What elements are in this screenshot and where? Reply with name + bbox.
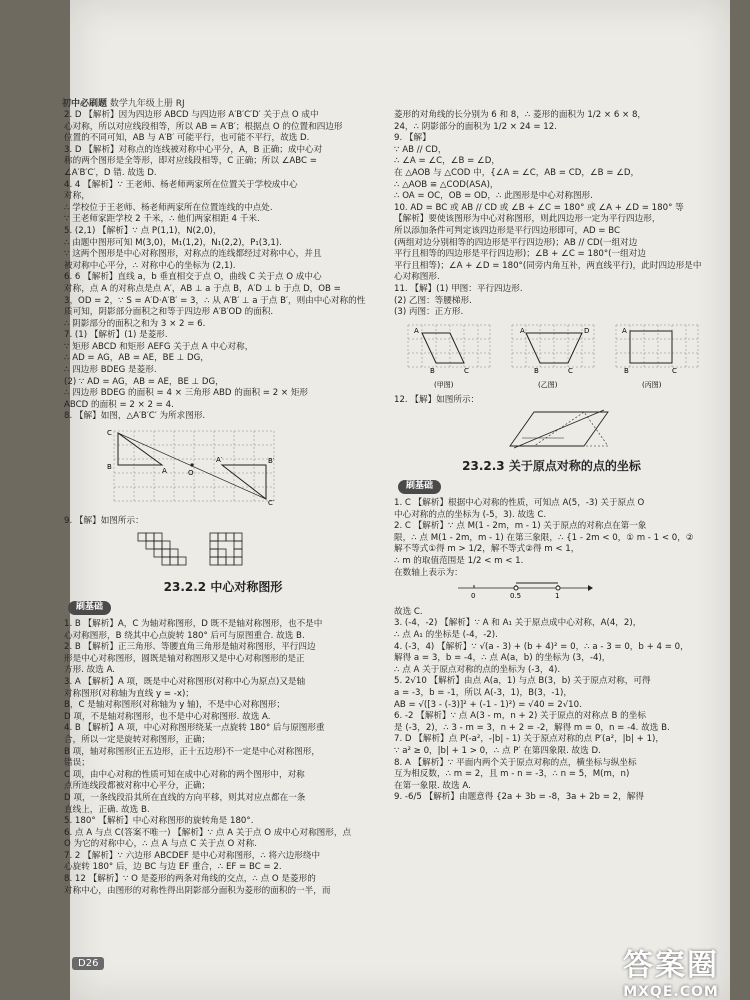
answer-line: ∴ 由题中图形可知 M(3,0)，M₁(1,2)，N₁(2,2)，P₁(3,1). — [64, 237, 282, 248]
section-number-b: 23.2.3 — [462, 458, 505, 473]
answer-line: D 项，一条线段沿其所在直线的方向平移，则其对应点都在一条 — [64, 792, 306, 803]
answer-line: 2. C 【解析】∵ 点 M(1 - 2m，m - 1) 关于原点的对称点在第一象 — [394, 521, 647, 532]
right-column — [394, 110, 709, 804]
answer-line: 对称，点 A 的对称点是点 A′，AB ⊥ a 于点 B，A′D ⊥ b 于点 D，OB = — [64, 283, 341, 294]
answer-line: 8. 【解】如图，△A′B′C′ 为所求图形. — [64, 411, 206, 422]
answer-line: ∴ m 的取值范围是 1/2 < m < 1. — [394, 556, 524, 567]
answer-line: 9. 【解】 — [394, 133, 431, 144]
answer-line: (3) 丙图：正方形. — [394, 307, 464, 318]
figure-12 — [504, 408, 614, 452]
left-answers-b — [64, 619, 382, 897]
answer-line: 菱形的对角线的长分别为 6 和 8，∴ 菱形的面积为 1/2 × 6 × 8， — [394, 110, 647, 120]
nl-zero: 0 — [471, 592, 476, 601]
triangle-figure — [104, 425, 382, 512]
answer-line: 10. AD = BC 或 AB // CD 或 ∠B + ∠C = 180° 或 ∠A + ∠D = 180° 等 — [394, 202, 684, 213]
answer-line: B 项，轴对称图形(正五边形，正十五边形)不一定是中心对称图形， — [64, 746, 320, 757]
jia-label-c: C — [464, 366, 469, 375]
grid-figure-8 — [104, 425, 284, 507]
answer-line: 4. (-3，4) 【解析】∵ √(a - 3) + (b + 4)² = 0，∴ a - 3 = 0，b + 4 = 0， — [394, 641, 689, 652]
answer-line: 2. D 【解析】因为四边形 ABCD 与四边形 A′B′C′D′ 关于点 O 成中 — [64, 110, 319, 120]
answer-line: 位置的不同可知，AB 与 A′B′ 可能平行，也可能不平行，故选 D. — [64, 133, 310, 144]
answer-line: 方形. 故选 A. — [64, 665, 116, 676]
bing-label-b: B — [624, 366, 629, 375]
parallelogram-figure — [504, 408, 709, 457]
page-number: D26 — [72, 957, 104, 970]
answer-line: 【解析】要使该图形为中心对称图形，则此四边形一定为平行四边形， — [394, 214, 661, 225]
answer-line: 2. B 【解析】正三角形、等腰直角三角形是轴对称图形，平行四边 — [64, 642, 316, 653]
label-a: A — [162, 467, 167, 476]
answer-line: ∴ 点 A₁ 的坐标是 (-4，-2). — [394, 630, 498, 640]
answer-line: 称的两个图形是全等形，即对应线段相等，C 正确；所以 ∠ABC = — [64, 156, 317, 167]
answer-line: 对称中心，由图形的对称性得出阴影部分面积为菱形的面积的一半，而 — [64, 885, 331, 896]
caption-yi: (乙图) — [538, 380, 558, 389]
answer-line: ABCD 的面积 = 2 × 2 = 4. — [64, 399, 174, 410]
brand-label: 初中必刷题 — [62, 99, 108, 109]
nl-half: 0.5 — [510, 592, 522, 601]
answer-line: 质可知，阴影部分面积之和等于四边形 A′B′OD 的面积. — [64, 307, 274, 318]
answer-line: 平行且相等的四边形是平行四边形)；∠B + ∠C = 180°(一组对边 — [394, 249, 646, 260]
jia-label-a: A — [414, 326, 419, 335]
figure-jia — [404, 321, 494, 391]
answer-line: 在 △AOB 与 △COD 中，{∠A = ∠C，AB = CD，∠B = ∠D， — [394, 167, 640, 178]
left-column — [64, 110, 382, 897]
section-23-2-3 — [394, 458, 709, 473]
number-line — [454, 580, 594, 600]
answer-line: 形是中心对称图形，圆既是轴对称图形又是中心对称图形的是正 — [64, 653, 305, 664]
answer-line: 在第一象限. 故选 A. — [394, 780, 471, 791]
yi-label-b: B — [534, 366, 539, 375]
section-number: 23.2.2 — [163, 579, 207, 594]
answer-line: 9. -6/5 【解析】由题意得 {2a + 3b = -8，3a + 2b = 2，解得 — [394, 792, 644, 803]
answer-line: 24，∴ 阴影部分的面积为 1/2 × 24 = 12. — [394, 121, 557, 132]
label-o: O — [188, 469, 194, 478]
caption-jia: (甲图) — [434, 380, 454, 389]
answer-line: 7. 2 【解析】∵ 六边形 ABCDEF 是中心对称图形，∴ 将六边形绕中 — [64, 850, 321, 861]
label-b-prime: B′ — [268, 457, 275, 466]
answer-line: (2) ∵ AD = AG，AB = AE，BE ⊥ DG， — [64, 376, 224, 387]
answer-line: 平行且相等)；∠A + ∠D = 180°(同旁内角互补，两直线平行)，此时四边形是中心对称图形. — [394, 260, 702, 283]
answer-line: 3. (-4，-2) 【解析】∵ A 和 A₁ 关于原点成中心对称，A(4，2)， — [394, 618, 642, 629]
answer-line: 对称， — [64, 191, 90, 202]
tile-figures — [134, 529, 382, 578]
answer-line: 7. (1) 【解析】(1) 是菱形. — [64, 330, 168, 341]
caption-bing: (丙图) — [642, 380, 662, 389]
answer-line: 1. C 【解析】根据中心对称的性质，可知点 A(5，-3) 关于原点 O — [394, 498, 645, 509]
answer-line: 8. A 【解析】∵ 平面内两个关于原点对称的点，横坐标与纵坐标 — [394, 757, 637, 768]
answer-line: ∴ 阴影部分的面积之和为 3 × 2 = 6. — [64, 318, 206, 329]
number-line-figure — [454, 580, 709, 605]
answer-line: 6. 点 A 与点 C(答案不唯一) 【解析】∵ 点 A 关于点 O 成中心对称图形，点 — [64, 827, 352, 838]
yi-label-c: C — [568, 366, 573, 375]
figure-yi — [508, 321, 598, 391]
answer-line: 直线上，正确. 故选 B. — [64, 804, 150, 815]
answer-line: D 项，不是轴对称图形，也不是中心对称图形. 故选 A. — [64, 711, 271, 722]
tile-pattern-figure — [134, 529, 294, 573]
answer-line: 在数轴上表示为： — [394, 567, 463, 578]
answer-line: 心对称图形，B 绕其中心点旋转 180° 后可与原图重合. 故选 B. — [64, 630, 305, 641]
answer-line: 5. 2√10 【解析】由点 A(a，1) 与点 B(3，b) 关于原点对称，可得 — [394, 676, 651, 687]
answer-line: 7. D 【解析】点 P(-a²，-|b| - 1) 关于原点对称的点 P′(a²，|b| + 1)， — [394, 734, 664, 745]
answer-line: 8. 12 【解析】∵ O 是菱形的两条对角线的交点，∴ 点 O 是菱形的 — [64, 874, 316, 885]
answer-line: 点所连线段都被对称中心平分，正确； — [64, 781, 211, 792]
jia-label-b: B — [430, 366, 435, 375]
answer-9-left: 9. 【解】如图所示： — [64, 515, 144, 526]
answer-line: 被对称中心平分，∴ 对称中心的坐标为 (2,1). — [64, 260, 236, 271]
answer-line: ∴ 四边形 BDEG 的面积 = 4 × 三角形 ABD 的面积 = 2 × 矩形 — [64, 388, 309, 399]
answer-line: 故选 C. — [394, 606, 423, 617]
label-c-prime: C′ — [268, 499, 275, 508]
answer-line: ∴ AD = AG，AB = AE，BE ⊥ DG， — [64, 353, 209, 364]
edition-label: RJ — [175, 99, 185, 109]
answer-line: 6. -2 【解析】∵ 点 A(3 - m，n + 2) 关于原点的对称点 B 的坐标 — [394, 711, 646, 722]
answer-line: ∵ a² ≥ 0，|b| + 1 > 0，∴ 点 P′ 在第四象限. 故选 D. — [394, 745, 601, 756]
yi-label-d: D — [584, 326, 590, 335]
answer-line: ∴ 四边形 BDEG 是菱形. — [64, 365, 157, 376]
answer-line: 心旋转 180° 后，边 BC 与边 EF 重合，∴ EF = BC = 2. — [64, 862, 282, 873]
answer-line: ∠A′B′C′，D 错. 故选 D. — [64, 167, 157, 178]
practice-badge-b: 刷基础 — [398, 480, 441, 494]
answer-line: C 项，由中心对称的性质可知在成中心对称的两个图形中，对称 — [64, 769, 305, 780]
answer-line: B，C 是轴对称图形(对称轴为 y 轴)，不是中心对称图形； — [64, 700, 285, 711]
section-title-text: 中心对称图形 — [210, 579, 283, 594]
nl-one: 1 — [555, 592, 560, 601]
answer-line: 11. 【解】(1) 甲图：平行四边形. — [394, 283, 523, 294]
answer-line: O 为它的对称中心，∴ 点 A 与点 C 关于点 O 对称. — [64, 839, 257, 850]
yi-label-a: A — [520, 326, 525, 335]
answer-line: a = -3，b = -1，所以 A(-3，1)，B(3，-1)， — [394, 687, 572, 698]
answer-12-right: 12. 【解】如图所示： — [394, 394, 480, 405]
answer-line: 4. 4 【解析】∵ 王老师、杨老师两家所在位置关于学校成中心 — [64, 179, 298, 190]
answer-line: 是 (-3，2)，∴ 3 - m = 3，n + 2 = -2，解得 m = 0，n = -4. 故选 B. — [394, 722, 670, 733]
answer-line: 互为相反数，∴ m = 2，且 m - n = -3，∴ n = 5，M(m，n) — [394, 769, 630, 780]
answer-line: 中心对称的点的坐标为 (-5，3). 故选 C. — [394, 509, 547, 520]
answer-line: ∴ OA = OC，OB = OD，∴ 此图形是中心对称图形. — [394, 191, 593, 202]
answer-line: 1. B 【解析】A，C 为轴对称图形，D 既不是轴对称图形，也不是中 — [64, 619, 323, 629]
answer-line: 5. (2,1) 【解析】∵ 点 P(1,1)，N(2,0)， — [64, 225, 222, 236]
answer-line: 5. 180° 【解析】中心对称图形的旋转角是 180°. — [64, 816, 254, 827]
answer-line: ∵ 王老师家距学校 2 千米，∴ 他们两家相距 4 千米. — [64, 214, 260, 225]
answer-line: AB = √([3 - (-3)]² + (-1 - 1)²) = √40 = 2√10. — [394, 699, 582, 710]
answer-line: (两组对边分别相等的四边形是平行四边形)；AB // CD(一组对边 — [394, 237, 638, 248]
bing-label-c: C — [672, 366, 677, 375]
answer-line: 心对称，所以对应线段相等，所以 AB = A′B′；根据点 O 的位置和四边形 — [64, 121, 343, 132]
label-a-prime: A′ — [216, 456, 223, 465]
practice-badge: 刷基础 — [68, 601, 111, 615]
answer-line: 6. 6 【解析】直线 a，b 垂直相交于点 O，曲线 C 关于点 O 成中心 — [64, 272, 322, 283]
answer-line: 所以添加条件可判定该四边形是平行四边形即可，AD = BC — [394, 225, 620, 236]
left-answers-a — [64, 110, 382, 423]
watermark-text: 答案圈 — [623, 948, 719, 983]
right-answers-b — [394, 498, 709, 804]
answer-line: ∴ 学校位于王老师、杨老师两家所在位置连线的中点处. — [64, 202, 273, 213]
answer-line: 3. A 【解析】A 项，既是中心对称图形(对称中心为原点)又是轴 — [64, 676, 306, 687]
answer-line: 3. D 【解析】对称点的连线被对称中心平分，A，B 正确；成中心对 — [64, 144, 323, 155]
answer-line: ∴ ∠A = ∠C，∠B = ∠D， — [394, 156, 500, 167]
answer-line: ∵ 矩形 ABCD 和矩形 AEFG 关于点 A 中心对称， — [64, 341, 254, 352]
right-answers-a — [394, 110, 709, 319]
quadrilateral-figures — [404, 321, 709, 391]
figure-bing — [612, 321, 702, 391]
answer-line: (2) 乙图：等腰梯形. — [394, 295, 472, 306]
label-b: B — [107, 463, 112, 472]
subject-label: 数学九年级上册 — [109, 99, 173, 109]
answer-line: 3，OD = 2，∵ S = A′D·A′B′ = 3，∴ 从 A′B′ ⊥ a 于点 B′，则由中心对称的性 — [64, 295, 366, 306]
answer-line: ∴ △AOB ≌ △COD(ASA)， — [394, 179, 499, 190]
watermark-url: MXQE.COM — [623, 984, 719, 1000]
answer-line: 错误； — [64, 758, 90, 769]
label-c: C — [107, 429, 112, 438]
section-title-text-b: 关于原点对称的点的坐标 — [508, 458, 641, 473]
bing-label-a: A — [622, 326, 627, 335]
answer-line: ∴ 点 A 关于原点对称的点的坐标为 (-3，4). — [394, 664, 561, 675]
answer-line: 解不等式①得 m > 1/2，解不等式②得 m < 1， — [394, 544, 580, 555]
answer-line: ∵ AB // CD， — [394, 144, 447, 155]
answer-line: 合，所以一定是旋转对称图形，正确； — [64, 734, 211, 745]
section-23-2-2 — [64, 579, 382, 594]
answer-line: 限，∴ 点 M(1 - 2m，m - 1) 在第三象限，∴ {1 - 2m < 0，① m - 1 < 0，② — [394, 532, 694, 543]
answer-line: 对称图形(对称轴为直线 y = -x)； — [64, 688, 194, 699]
answer-line: 4. B 【解析】A 项，中心对称图形绕某一点旋转 180° 后与原图形重 — [64, 723, 325, 734]
page-header — [62, 96, 185, 109]
watermark-logo — [596, 940, 746, 1000]
answer-line: ∵ 这两个图形是中心对称图形，对称点的连线都经过对称中心，并且 — [64, 249, 322, 260]
answer-line: 解得 a = 3，b = -4，∴ 点 A(a，b) 的坐标为 (3，-4)， — [394, 653, 611, 664]
